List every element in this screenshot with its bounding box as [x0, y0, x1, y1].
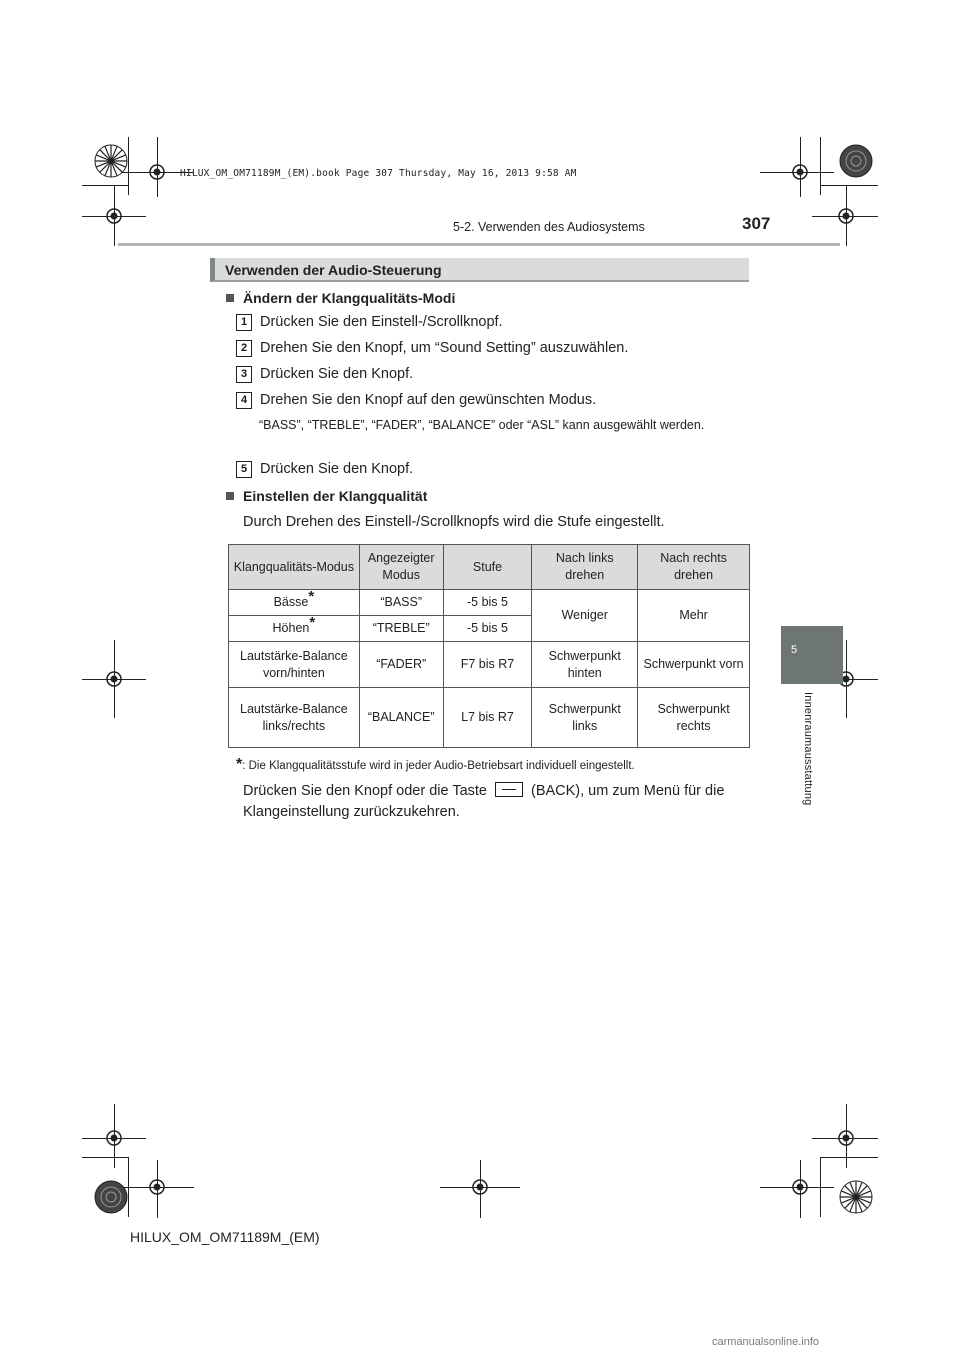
table-cell-left: Schwerpunkt hinten	[532, 642, 638, 688]
subsection-title: Ändern der Klangqualitäts-Modi	[243, 290, 456, 306]
registration-mark-icon	[839, 1180, 873, 1214]
footer-document-id: HILUX_OM_OM71189M_(EM)	[130, 1229, 320, 1245]
table-header-cell: Stufe	[443, 545, 532, 590]
bullet-square-icon	[226, 492, 234, 500]
crosshair-mark-icon	[148, 1178, 166, 1196]
step-text: Drücken Sie den Knopf.	[260, 366, 414, 382]
table-cell-display: “FADER”	[359, 642, 443, 688]
closing-text-line2: Klangeinstellung zurückzukehren.	[243, 804, 460, 820]
table-cell-mode: Lautstärke-Balance vorn/hinten	[229, 642, 360, 688]
footnote-text: : Die Klangqualitätsstufe wird in jeder Audio-Betriebsart individuell eingestellt.	[242, 760, 635, 772]
step-number-box: 4	[236, 392, 252, 409]
closing-paragraph	[243, 781, 724, 823]
table-footnote	[236, 756, 635, 774]
header-rule	[118, 243, 840, 246]
mode-label: Höhen	[272, 621, 310, 635]
table-cell-mode	[229, 587, 360, 616]
table-cell-level: -5 bis 5	[443, 590, 532, 616]
crosshair-mark-icon	[471, 1178, 489, 1196]
chapter-number: 5	[791, 644, 798, 656]
table-cell-level: -5 bis 5	[443, 616, 532, 642]
closing-text-before: Drücken Sie den Knopf oder die Taste	[243, 783, 487, 799]
table-cell-right: Mehr	[638, 590, 750, 642]
chapter-tab	[781, 626, 843, 684]
page-number: 307	[742, 214, 771, 233]
table-cell-display: “BASS”	[359, 590, 443, 616]
table-cell-display: “BALANCE”	[359, 688, 443, 748]
table-row	[229, 642, 750, 688]
step-note: “BASS”, “TREBLE”, “FADER”, “BALANCE” oder “ASL” kann ausgewählt werden.	[259, 418, 705, 432]
step-text: Drücken Sie den Knopf.	[260, 461, 414, 477]
table-cell-right: Schwerpunkt rechts	[638, 688, 750, 748]
closing-text-after: (BACK), um zum Menü für die	[530, 783, 725, 799]
section-title-bar	[210, 258, 749, 282]
table-cell-left: Schwerpunkt links	[532, 688, 638, 748]
crosshair-mark-icon	[105, 207, 123, 225]
subsection-heading	[226, 488, 427, 504]
footnote-marker: *	[308, 587, 315, 605]
table-cell-level: F7 bis R7	[443, 642, 532, 688]
step-number-box: 2	[236, 340, 252, 357]
table-header-cell: Angezeigter Modus	[359, 545, 443, 590]
crosshair-mark-icon	[837, 207, 855, 225]
table-cell-left: Weniger	[532, 590, 638, 642]
crosshair-mark-icon	[148, 163, 166, 181]
table-row	[229, 688, 750, 748]
crosshair-mark-icon	[837, 1129, 855, 1147]
registration-mark-icon	[94, 1180, 128, 1214]
table-row	[229, 590, 750, 616]
step-text: Drehen Sie den Knopf auf den gewünschten Modus.	[260, 392, 597, 408]
subsection-intro: Durch Drehen des Einstell-/Scrollknopfs wird die Stufe eingestellt.	[243, 514, 665, 530]
table-cell-right: Schwerpunkt vorn	[638, 642, 750, 688]
section-title: Verwenden der Audio-Steuerung	[225, 262, 442, 278]
crosshair-mark-icon	[791, 1178, 809, 1196]
table-header-cell: Klangqualitäts-Modus	[229, 545, 360, 590]
step-number-box: 3	[236, 366, 252, 383]
print-stamp: HILUX_OM_OM71189M_(EM).book Page 307 Thursday, May 16, 2013 9:58 AM	[180, 168, 577, 179]
step-text: Drücken Sie den Einstell-/Scrollknopf.	[260, 314, 503, 330]
table-header-cell: Nach links drehen	[532, 545, 638, 590]
footnote-marker: *	[309, 613, 316, 631]
crosshair-mark-icon	[791, 163, 809, 181]
sound-settings-table	[228, 544, 750, 748]
crosshair-mark-icon	[105, 1129, 123, 1147]
subsection-title: Einstellen der Klangqualität	[243, 488, 428, 504]
watermark: carmanualsonline.info	[712, 1336, 820, 1348]
table-cell-level: L7 bis R7	[443, 688, 532, 748]
step-text: Drehen Sie den Knopf, um “Sound Setting” auszuwählen.	[260, 340, 629, 356]
step-number-box: 5	[236, 461, 252, 478]
footnote-asterisk: *	[236, 756, 243, 773]
table-cell-mode	[229, 613, 360, 642]
crosshair-mark-icon	[105, 670, 123, 688]
registration-mark-icon	[839, 144, 873, 178]
table-header-row	[229, 545, 750, 590]
subsection-heading	[226, 290, 455, 306]
table-header-cell: Nach rechts drehen	[638, 545, 750, 590]
running-header-section: 5-2. Verwenden des Audiosystems	[453, 220, 645, 234]
chapter-label: Innenraumausstattung	[802, 692, 814, 806]
registration-mark-icon	[94, 144, 128, 178]
back-button-icon	[495, 782, 523, 797]
step-number-box: 1	[236, 314, 252, 331]
table-cell-display: “TREBLE”	[359, 616, 443, 642]
mode-label: Bässe	[273, 595, 309, 609]
table-cell-mode: Lautstärke-Balance links/rechts	[229, 688, 360, 748]
bullet-square-icon	[226, 294, 234, 302]
